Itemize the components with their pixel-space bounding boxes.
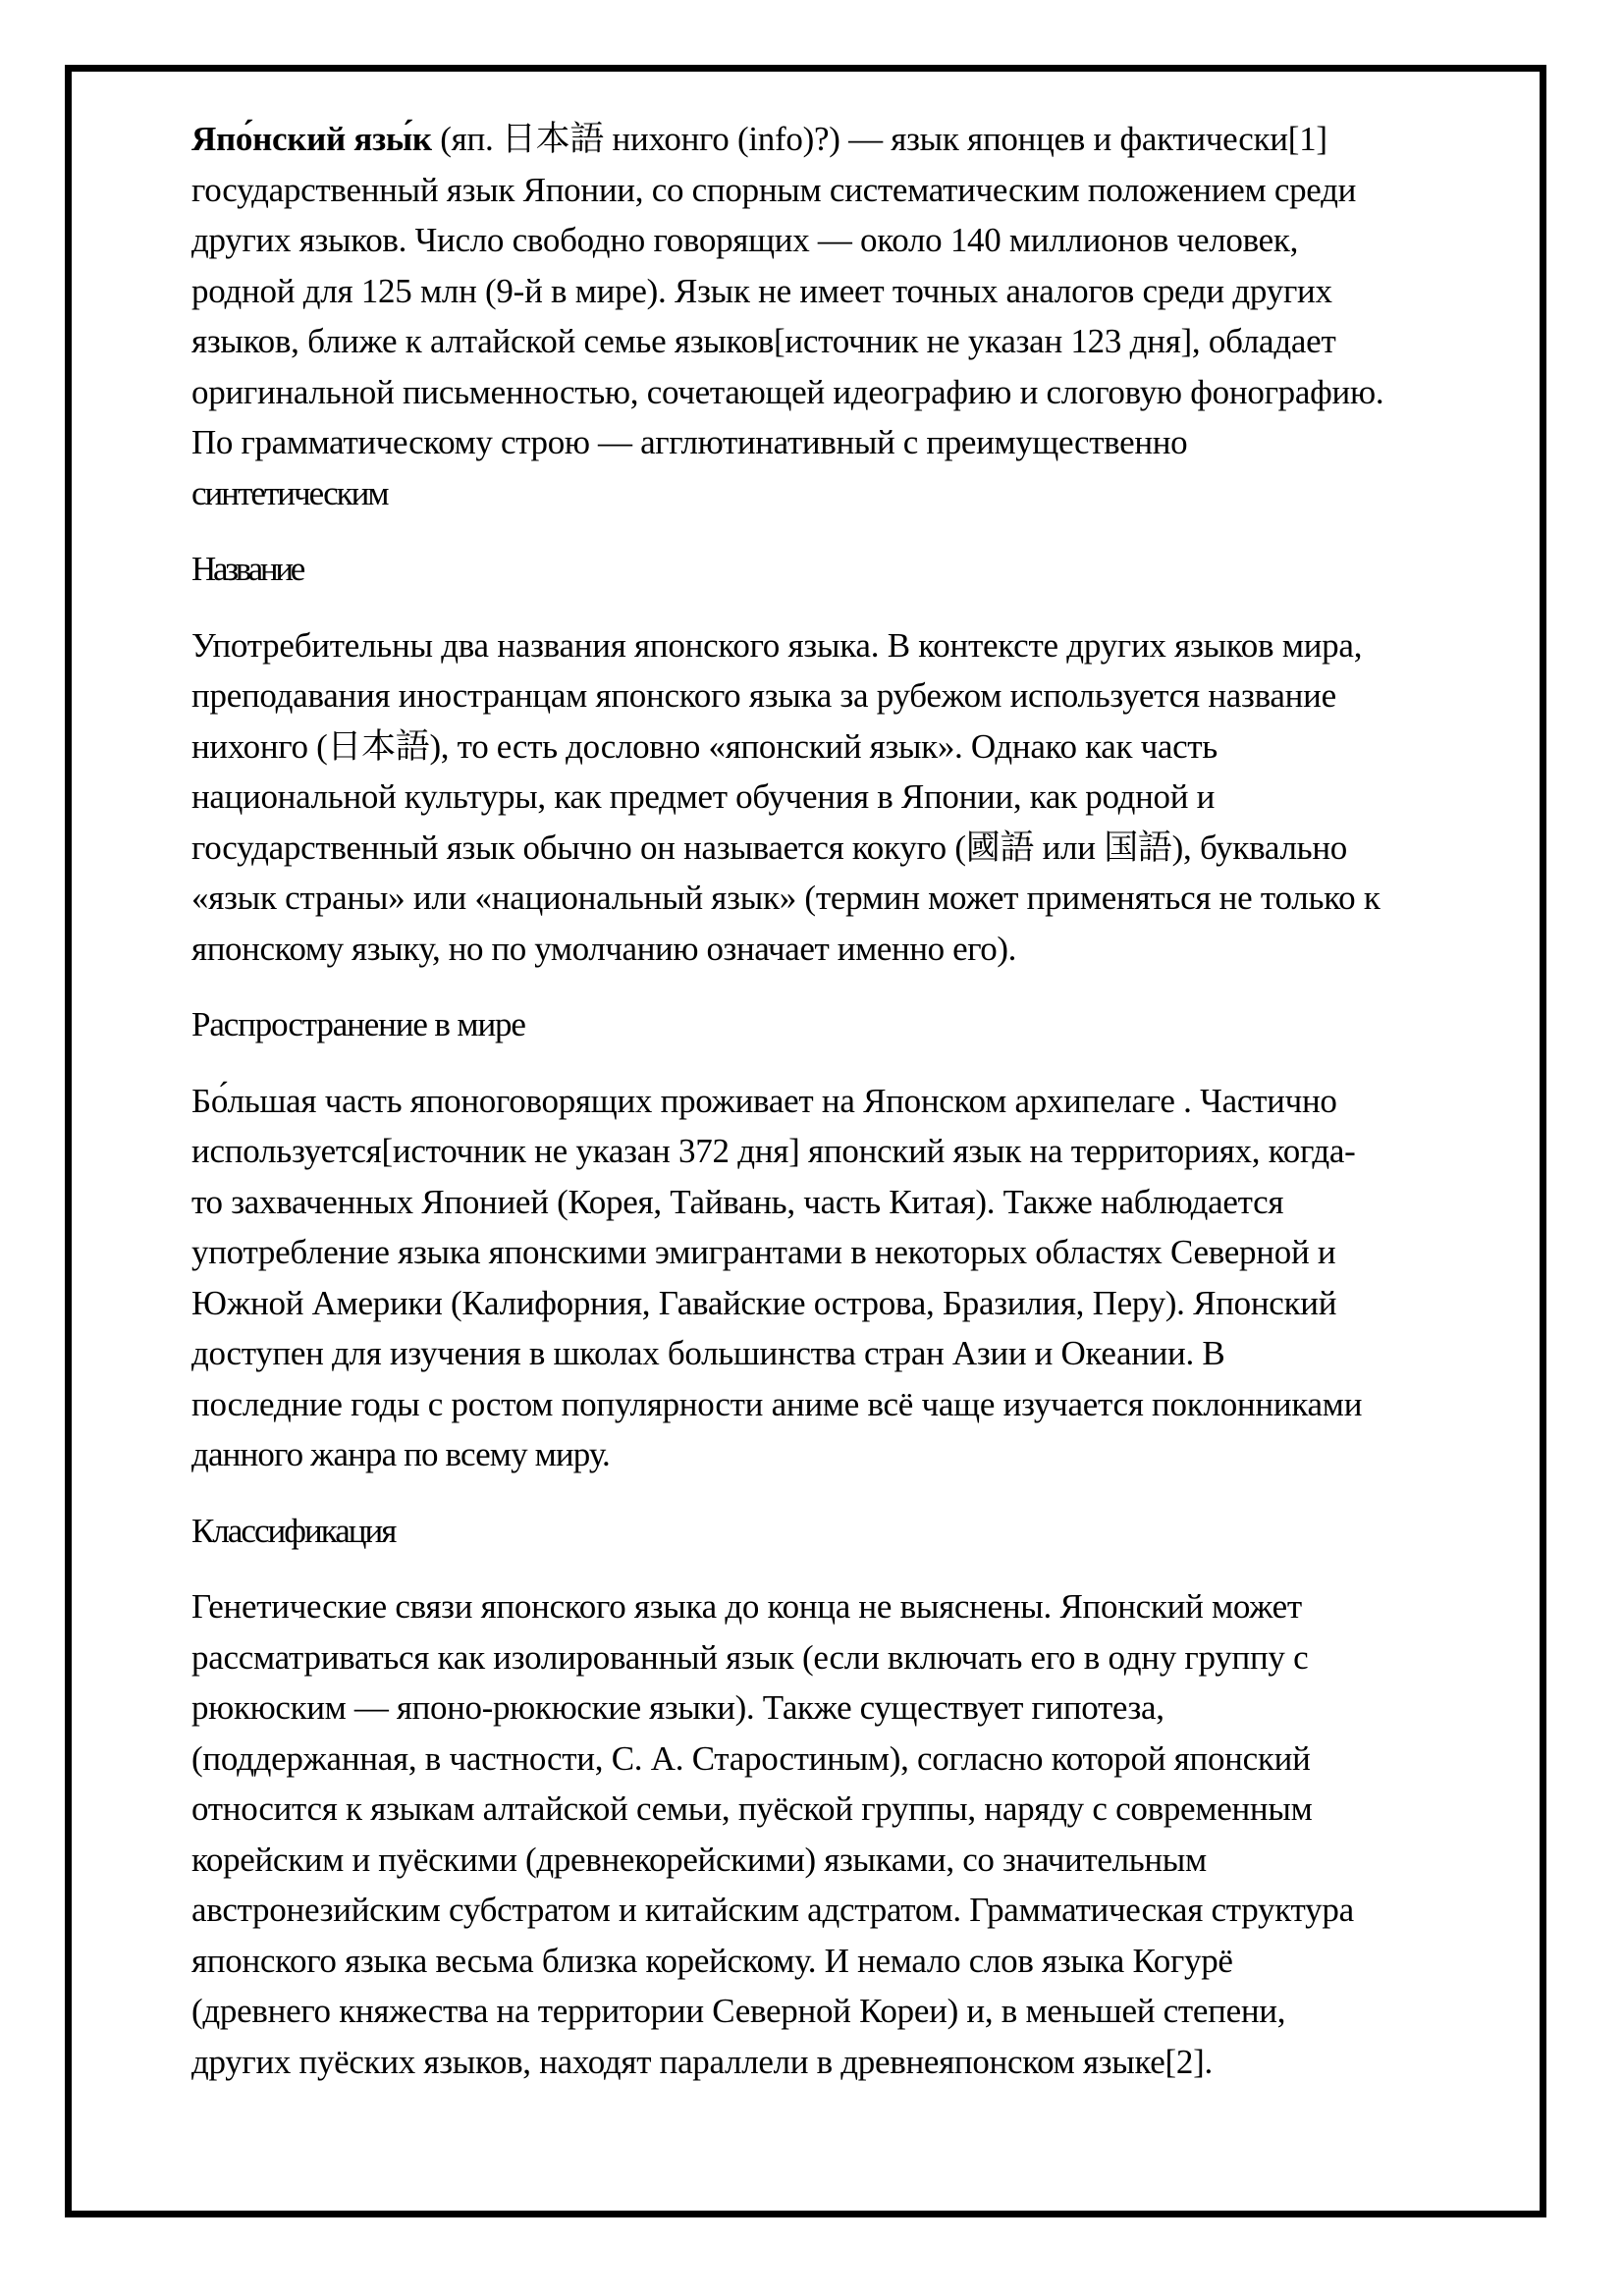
paragraph-line: Южной Америки (Калифорния, Гавайские острова, Бразилия, Перу). Японский: [191, 1283, 1337, 1322]
intro-line: синтетическим: [191, 473, 388, 512]
intro-line-rest: (яп. 日本語 нихонго (info)?) — язык японцев и фактически[1]: [431, 120, 1327, 158]
section-heading-classification: Классификация: [191, 1511, 396, 1550]
intro-line: языков, ближе к алтайской семье языков[источник не указан 123 дня], обладает: [191, 322, 1336, 360]
paragraph-line: корейским и пуёскими (древнекорейскими) языками, со значительным: [191, 1840, 1207, 1879]
paragraph-line: относится к языкам алтайской семьи, пуёской группы, наряду с современным: [191, 1789, 1313, 1828]
paragraph-line: «язык страны» или «национальный язык» (термин может применяться не только к: [191, 879, 1380, 917]
paragraph-line: Бо́льшая часть японоговорящих проживает на Японском архипелаге . Частично: [191, 1081, 1337, 1120]
paragraph-line: Употребительны два названия японского языка. В контексте других языков мира,: [191, 625, 1363, 665]
paragraph-line: употребление языка японскими эмигрантами в некоторых областях Северной и: [191, 1233, 1336, 1271]
paragraph-line: национальной культуры, как предмет обучения в Японии, как родной и: [191, 777, 1216, 816]
paragraph-line: (поддержанная, в частности, С. А. Старостиным), согласно которой японский: [191, 1738, 1311, 1778]
intro-line: По грамматическому строю — агглютинативный с преимущественно: [191, 423, 1188, 461]
paragraph-line: японскому языку, но по умолчанию означает именно его).: [191, 929, 1017, 968]
intro-line: родной для 125 млн (9-й в мире). Язык не имеет точных аналогов среди других: [191, 271, 1332, 310]
paragraph-line: Генетические связи японского языка до конца не выяснены. Японский может: [191, 1587, 1302, 1626]
intro-paragraph: [191, 114, 1546, 518]
article-title: Япо́нский язы́к: [191, 120, 432, 158]
paragraph-line: доступен для изучения в школах большинства стран Азии и Океании. В: [191, 1334, 1225, 1372]
paragraph-line: преподавания иностранцам японского языка за рубежом используется название: [191, 676, 1336, 715]
paragraph-line: других пуёских языков, находят параллели в древнеяпонском языке[2].: [191, 2042, 1213, 2081]
section-distribution-paragraph: [191, 1076, 1546, 1480]
section-classification-paragraph: [191, 1581, 1546, 2087]
paragraph-line: японского языка весьма близка корейскому. И немало слов языка Когурё: [191, 1941, 1233, 1980]
paragraph-line: (древнего княжества на территории Северной Кореи) и, в меньшей степени,: [191, 1992, 1286, 2030]
paragraph-line: рассматриваться как изолированный язык (если включать его в одну группу с: [191, 1637, 1309, 1677]
section-name-paragraph: [191, 620, 1546, 975]
article-body: [191, 114, 1546, 2112]
section-heading-name: Название: [191, 550, 303, 588]
section-heading-distribution: Распространение в мире: [191, 1005, 525, 1043]
paragraph-line: данного жанра по всему миру.: [191, 1435, 610, 1473]
paragraph-line: нихонго (日本語), то есть дословно «японский язык». Однако как часть: [191, 726, 1218, 766]
paragraph-line: последние годы с ростом популярности аниме всё чаще изучается поклонниками: [191, 1384, 1363, 1423]
paragraph-line: то захваченных Японией (Корея, Тайвань, часть Китая). Также наблюдается: [191, 1182, 1284, 1221]
intro-line: оригинальной письменностью, сочетающей идеографию и слоговую фонографию.: [191, 372, 1384, 411]
intro-line: [191, 114, 1546, 165]
intro-line: государственный язык Японии, со спорным систематическим положением среди: [191, 170, 1357, 209]
intro-line: других языков. Число свободно говорящих — около 140 миллионов человек,: [191, 221, 1299, 259]
paragraph-line: используется[источник не указан 372 дня] японский язык на территориях, когда-: [191, 1132, 1356, 1170]
paragraph-line: государственный язык обычно он называется кокуго (國語 или 国語), буквально: [191, 828, 1347, 867]
paragraph-line: австронезийским субстратом и китайским адстратом. Грамматическая структура: [191, 1891, 1354, 1929]
paragraph-line: рюкюским — японо-рюкюские языки). Также существует гипотеза,: [191, 1688, 1164, 1727]
